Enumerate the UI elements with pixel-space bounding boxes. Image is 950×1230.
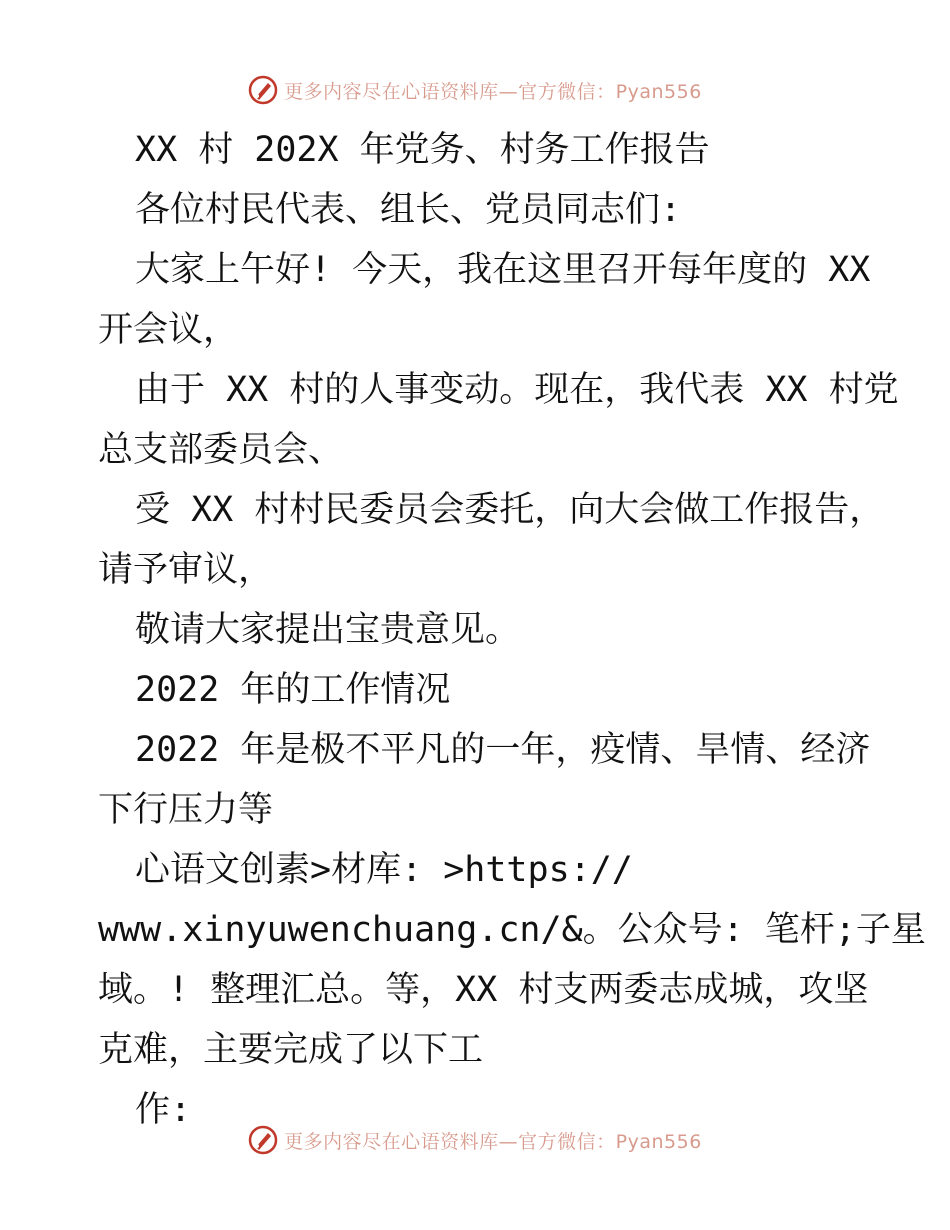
text-line: 下行压力等 bbox=[98, 790, 274, 830]
header-watermark-banner bbox=[0, 70, 950, 110]
text-line: XX 村 202X 年党务、村务工作报告 bbox=[135, 130, 710, 170]
text-line: 大家上午好! 今天，我在这里召开每年度的 XX bbox=[135, 250, 871, 290]
footer-watermark-text: 更多内容尽在心语资料库—官方微信：Pyan556 bbox=[284, 1130, 702, 1153]
text-line: 域。! 整理汇总。等，XX 村支两委志成城，攻坚 bbox=[98, 970, 869, 1010]
pen-logo-icon bbox=[248, 1125, 278, 1155]
document-body bbox=[98, 120, 926, 1140]
pen-logo-icon bbox=[248, 75, 278, 105]
text-line: 请予审议， bbox=[98, 550, 274, 590]
text-line: www.xinyuwenchuang.cn/&。公众号: 笔杆;子星 bbox=[98, 910, 926, 950]
footer-watermark-banner bbox=[0, 1120, 950, 1160]
text-line: 作: bbox=[135, 1090, 192, 1130]
text-line: 各位村民代表、组长、党员同志们: bbox=[135, 190, 682, 230]
header-watermark-text: 更多内容尽在心语资料库—官方微信：Pyan556 bbox=[284, 80, 702, 103]
text-line: 总支部委员会、 bbox=[98, 430, 344, 470]
text-line: 2022 年的工作情况 bbox=[135, 670, 451, 710]
text-line: 克难，主要完成了以下工 bbox=[98, 1030, 484, 1070]
text-line: 由于 XX 村的人事变动。现在，我代表 XX 村党 bbox=[135, 370, 899, 410]
text-line: 开会议， bbox=[98, 310, 239, 350]
text-line: 心语文创素>材库: >https:// bbox=[135, 850, 633, 890]
text-line: 敬请大家提出宝贵意见。 bbox=[135, 610, 521, 650]
text-line: 受 XX 村村民委员会委托，向大会做工作报告， bbox=[135, 490, 885, 530]
text-line: 2022 年是极不平凡的一年，疫情、旱情、经济 bbox=[135, 730, 871, 770]
